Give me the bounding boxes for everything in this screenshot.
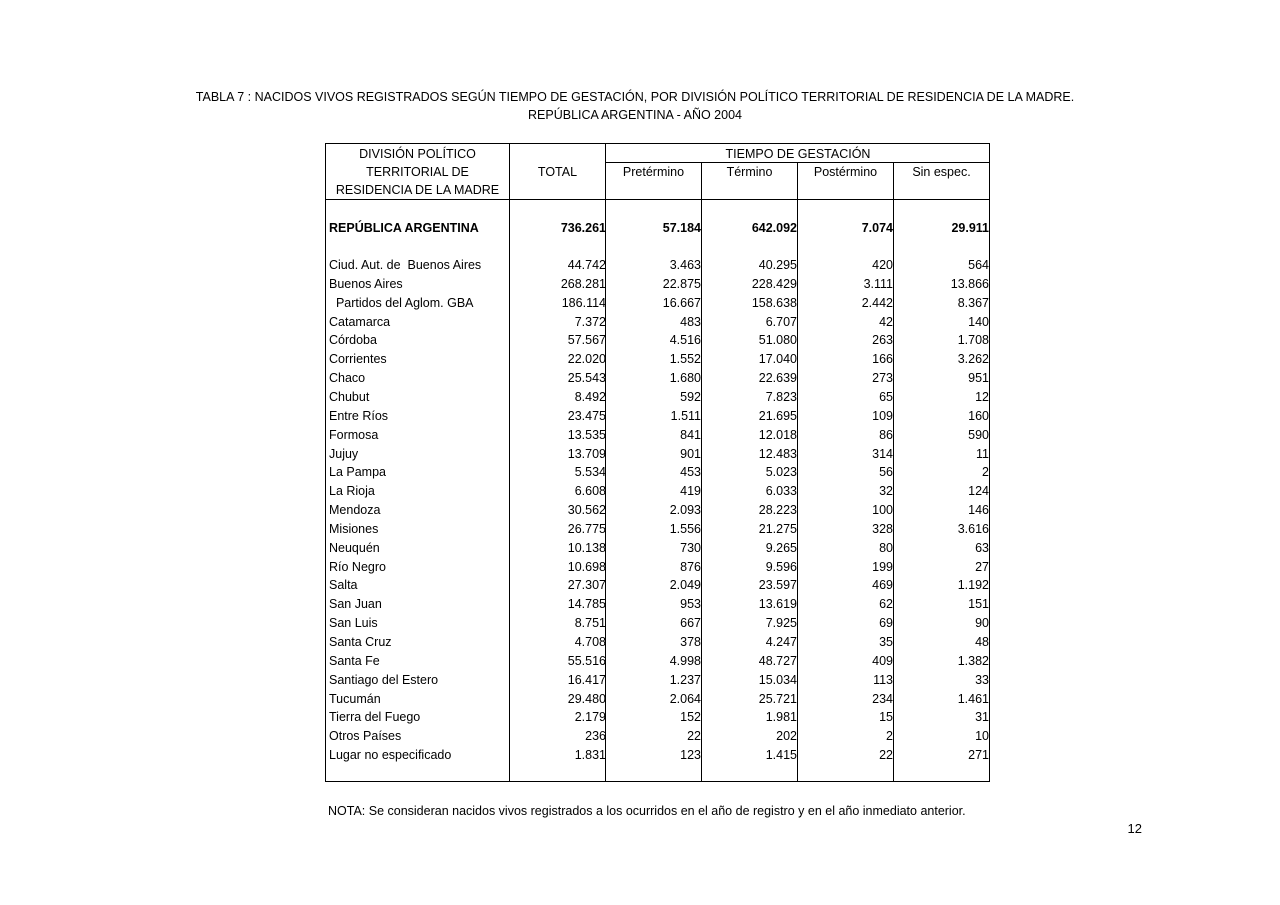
table-row <box>326 558 991 577</box>
row-name: REPÚBLICA ARGENTINA <box>329 221 479 235</box>
table-row <box>326 671 991 690</box>
table-row <box>326 539 991 558</box>
cell-pretermino: 2.093 <box>669 503 701 518</box>
cell-total: 30.562 <box>567 503 606 518</box>
cell-postermino: 409 <box>872 653 893 668</box>
cell-pretermino: 4.516 <box>669 333 701 348</box>
row-name: La Pampa <box>329 465 386 480</box>
cell-termino: 13.619 <box>758 597 797 612</box>
table-row <box>326 256 991 275</box>
table-row <box>326 426 991 445</box>
row-name: Santiago del Estero <box>329 672 439 687</box>
cell-termino: 7.925 <box>765 616 797 631</box>
cell-termino: 1.415 <box>765 748 797 763</box>
cell-pretermino: 667 <box>680 616 701 631</box>
cell-sin-espec: 1.192 <box>957 578 989 593</box>
cell-pretermino: 22 <box>687 729 701 744</box>
cell-termino: 51.080 <box>758 333 797 348</box>
cell-postermino: 314 <box>872 446 893 461</box>
cell-sin-espec: 140 <box>968 314 989 329</box>
table-row <box>326 294 991 313</box>
cell-pretermino: 876 <box>680 559 701 574</box>
cell-postermino: 15 <box>879 710 893 725</box>
cell-termino: 6.707 <box>765 314 797 329</box>
table-row <box>326 388 991 407</box>
cell-postermino: 86 <box>879 427 893 442</box>
cell-total: 25.543 <box>567 371 606 386</box>
cell-total: 6.608 <box>574 484 606 499</box>
row-name: Chaco <box>329 371 366 386</box>
cell-sin-espec: 48 <box>975 635 989 649</box>
header-division-line3: RESIDENCIA DE LA MADRE <box>335 183 500 197</box>
table-row <box>326 482 991 501</box>
table-row <box>326 727 991 746</box>
cell-sin-espec: 951 <box>968 371 989 386</box>
cell-pretermino: 57.184 <box>662 221 701 235</box>
table-row <box>326 633 991 652</box>
cell-pretermino: 841 <box>680 427 701 442</box>
row-name: Buenos Aires <box>329 276 403 291</box>
cell-sin-espec: 31 <box>975 710 989 725</box>
row-name: San Juan <box>329 597 382 612</box>
cell-termino: 21.695 <box>758 408 797 423</box>
cell-sin-espec: 13.866 <box>950 276 989 291</box>
cell-total: 29.480 <box>567 691 606 706</box>
cell-postermino: 199 <box>872 559 893 574</box>
cell-pretermino: 419 <box>680 484 701 499</box>
cell-pretermino: 152 <box>680 710 701 725</box>
header-termino: Término <box>726 165 773 179</box>
table-row <box>326 313 991 332</box>
table-row <box>326 463 991 482</box>
cell-termino: 228.429 <box>751 276 797 291</box>
cell-termino: 158.638 <box>751 295 797 310</box>
row-name: Lugar no especificado <box>329 748 452 763</box>
header-division-line2: TERRITORIAL DE <box>366 165 469 179</box>
cell-sin-espec: 3.616 <box>957 521 989 536</box>
cell-sin-espec: 33 <box>975 672 989 687</box>
row-name: Jujuy <box>329 446 359 461</box>
table-row <box>326 595 991 614</box>
cell-termino: 9.596 <box>765 559 797 574</box>
cell-postermino: 420 <box>872 258 893 272</box>
cell-pretermino: 953 <box>680 597 701 612</box>
row-name: Entre Ríos <box>329 408 389 423</box>
row-name: Otros Países <box>329 729 402 744</box>
cell-pretermino: 378 <box>680 635 701 649</box>
cell-postermino: 22 <box>879 748 893 763</box>
cell-termino: 9.265 <box>765 540 797 555</box>
table-row <box>326 614 991 633</box>
table-row <box>326 708 991 727</box>
row-name: Santa Fe <box>329 653 380 668</box>
cell-termino: 25.721 <box>758 691 797 706</box>
cell-postermino: 234 <box>872 691 893 706</box>
cell-total: 55.516 <box>567 653 606 668</box>
cell-sin-espec: 12 <box>975 389 989 404</box>
cell-postermino: 80 <box>879 540 893 555</box>
cell-sin-espec: 151 <box>968 597 989 612</box>
cell-termino: 202 <box>776 729 797 744</box>
cell-pretermino: 22.875 <box>662 276 701 291</box>
cell-postermino: 166 <box>872 352 893 367</box>
header-pretermino: Pretérmino <box>622 165 685 179</box>
row-name: Ciud. Aut. de Buenos Aires <box>329 258 482 272</box>
cell-sin-espec: 564 <box>968 258 989 272</box>
cell-termino: 48.727 <box>758 653 797 668</box>
header-total: TOTAL <box>537 165 578 179</box>
header-bottom-divider <box>326 199 990 200</box>
cell-termino: 12.018 <box>758 427 797 442</box>
cell-postermino: 273 <box>872 371 893 386</box>
table-row <box>326 445 991 464</box>
cell-total: 8.492 <box>574 389 606 404</box>
cell-total: 8.751 <box>574 616 606 631</box>
page-number: 12 <box>1127 821 1142 836</box>
row-name: Catamarca <box>329 314 391 329</box>
cell-pretermino: 4.998 <box>669 653 701 668</box>
cell-total: 57.567 <box>567 333 606 348</box>
cell-pretermino: 730 <box>680 540 701 555</box>
cell-postermino: 62 <box>879 597 893 612</box>
cell-postermino: 69 <box>879 616 893 631</box>
table-title: TABLA 7 : NACIDOS VIVOS REGISTRADOS SEGÚN TIEMPO DE GESTACIÓN, POR DIVISIÓN POLÍTICO TERRITORIAL DE RESIDENCIA DE LA MADRE. <box>195 90 1075 104</box>
table-row <box>326 576 991 595</box>
cell-total: 27.307 <box>567 578 606 593</box>
row-name: Formosa <box>329 427 379 442</box>
cell-pretermino: 453 <box>680 465 701 480</box>
cell-postermino: 65 <box>879 389 893 404</box>
cell-termino: 1.981 <box>765 710 797 725</box>
cell-sin-espec: 124 <box>968 484 989 499</box>
cell-postermino: 32 <box>879 484 893 499</box>
cell-postermino: 469 <box>872 578 893 593</box>
cell-postermino: 2 <box>886 729 893 744</box>
row-name: Río Negro <box>329 559 386 574</box>
row-name: Neuquén <box>329 540 380 555</box>
row-name: Misiones <box>329 521 379 536</box>
table-row <box>326 520 991 539</box>
cell-sin-espec: 590 <box>968 427 989 442</box>
table-row <box>326 501 991 520</box>
cell-sin-espec: 271 <box>968 748 989 763</box>
cell-pretermino: 1.552 <box>669 352 701 367</box>
table-row <box>326 331 991 350</box>
cell-postermino: 263 <box>872 333 893 348</box>
cell-sin-espec: 90 <box>975 616 989 631</box>
cell-postermino: 3.111 <box>863 276 893 291</box>
row-name: Tucumán <box>329 691 381 706</box>
cell-pretermino: 1.511 <box>670 408 701 423</box>
cell-pretermino: 1.556 <box>669 521 701 536</box>
cell-total: 44.742 <box>567 258 606 272</box>
cell-pretermino: 1.680 <box>669 371 701 386</box>
cell-sin-espec: 146 <box>968 503 989 518</box>
cell-total: 268.281 <box>560 276 606 291</box>
header-division-line1: DIVISIÓN POLÍTICO <box>359 147 476 161</box>
cell-total: 10.698 <box>567 559 606 574</box>
table-row <box>326 652 991 671</box>
cell-sin-espec: 1.461 <box>957 691 989 706</box>
cell-sin-espec: 63 <box>975 540 989 555</box>
cell-postermino: 42 <box>879 314 893 329</box>
header-sin-espec: Sin espec. <box>912 165 971 179</box>
cell-sin-espec: 1.708 <box>957 333 989 348</box>
cell-total: 7.372 <box>574 314 606 329</box>
cell-sin-espec: 8.367 <box>957 295 989 310</box>
cell-total: 10.138 <box>567 540 606 555</box>
row-name: La Rioja <box>329 484 375 499</box>
cell-termino: 7.823 <box>765 389 797 404</box>
row-name: Corrientes <box>329 352 387 367</box>
cell-pretermino: 1.237 <box>669 672 701 687</box>
row-name: Partidos del Aglom. GBA <box>329 295 474 310</box>
table-subtitle: REPÚBLICA ARGENTINA - AÑO 2004 <box>528 108 742 122</box>
cell-postermino: 100 <box>872 503 893 518</box>
cell-termino: 17.040 <box>758 352 797 367</box>
cell-postermino: 56 <box>879 465 893 480</box>
cell-sin-espec: 27 <box>975 559 989 574</box>
cell-pretermino: 16.667 <box>662 295 701 310</box>
table-row <box>326 690 991 709</box>
cell-sin-espec: 3.262 <box>957 352 989 367</box>
cell-total: 5.534 <box>574 465 606 480</box>
cell-postermino: 113 <box>873 672 893 687</box>
row-name: Salta <box>329 578 358 593</box>
cell-termino: 23.597 <box>758 578 797 593</box>
cell-total: 14.785 <box>567 597 606 612</box>
cell-sin-espec: 2 <box>982 465 989 480</box>
cell-total: 13.709 <box>567 446 606 461</box>
cell-pretermino: 123 <box>680 748 701 763</box>
cell-postermino: 35 <box>879 635 893 649</box>
cell-sin-espec: 1.382 <box>957 653 989 668</box>
cell-termino: 21.275 <box>758 521 797 536</box>
header-postermino: Postérmino <box>813 165 878 179</box>
cell-total: 22.020 <box>567 352 606 367</box>
cell-total: 4.708 <box>574 635 606 649</box>
data-table <box>325 143 990 782</box>
cell-pretermino: 592 <box>680 389 701 404</box>
cell-total: 23.475 <box>567 408 606 423</box>
cell-total: 16.417 <box>567 672 606 687</box>
cell-pretermino: 2.064 <box>669 691 701 706</box>
table-row <box>326 369 991 388</box>
cell-total: 2.179 <box>574 710 606 725</box>
cell-termino: 6.033 <box>765 484 797 499</box>
cell-termino: 12.483 <box>758 446 797 461</box>
row-name: Tierra del Fuego <box>329 710 421 725</box>
table-row <box>326 746 991 765</box>
header-tiempo-gestacion: TIEMPO DE GESTACIÓN <box>725 147 871 161</box>
cell-sin-espec: 160 <box>968 408 989 423</box>
table-row <box>326 350 991 369</box>
cell-sin-espec: 29.911 <box>951 221 989 235</box>
cell-postermino: 109 <box>872 408 893 423</box>
cell-postermino: 2.442 <box>861 295 893 310</box>
cell-termino: 40.295 <box>758 258 797 272</box>
cell-total: 186.114 <box>561 295 606 310</box>
cell-termino: 5.023 <box>765 465 797 480</box>
cell-total: 736.261 <box>560 221 606 235</box>
cell-postermino: 7.074 <box>861 221 893 235</box>
cell-total: 26.775 <box>567 521 606 536</box>
row-name: Córdoba <box>329 333 377 348</box>
table-row <box>326 407 991 426</box>
cell-sin-espec: 11 <box>976 446 989 461</box>
cell-total: 1.831 <box>574 748 606 763</box>
cell-pretermino: 483 <box>680 314 701 329</box>
cell-termino: 642.092 <box>751 221 797 235</box>
cell-termino: 4.247 <box>765 635 797 649</box>
row-name: San Luis <box>329 616 378 631</box>
cell-pretermino: 901 <box>680 446 701 461</box>
footnote: NOTA: Se consideran nacidos vivos registrados a los ocurridos en el año de registro y en el año inmediato anterior. <box>328 804 966 818</box>
table-row-total <box>326 219 991 238</box>
cell-total: 236 <box>585 729 606 744</box>
cell-total: 13.535 <box>567 427 606 442</box>
table-row <box>326 275 991 294</box>
cell-termino: 28.223 <box>758 503 797 518</box>
cell-sin-espec: 10 <box>975 729 989 744</box>
row-name: Santa Cruz <box>329 635 392 649</box>
row-name: Chubut <box>329 389 370 404</box>
cell-termino: 22.639 <box>758 371 797 386</box>
cell-termino: 15.034 <box>758 672 797 687</box>
row-name: Mendoza <box>329 503 381 518</box>
cell-postermino: 328 <box>872 521 893 536</box>
cell-pretermino: 2.049 <box>669 578 701 593</box>
cell-pretermino: 3.463 <box>669 258 701 272</box>
